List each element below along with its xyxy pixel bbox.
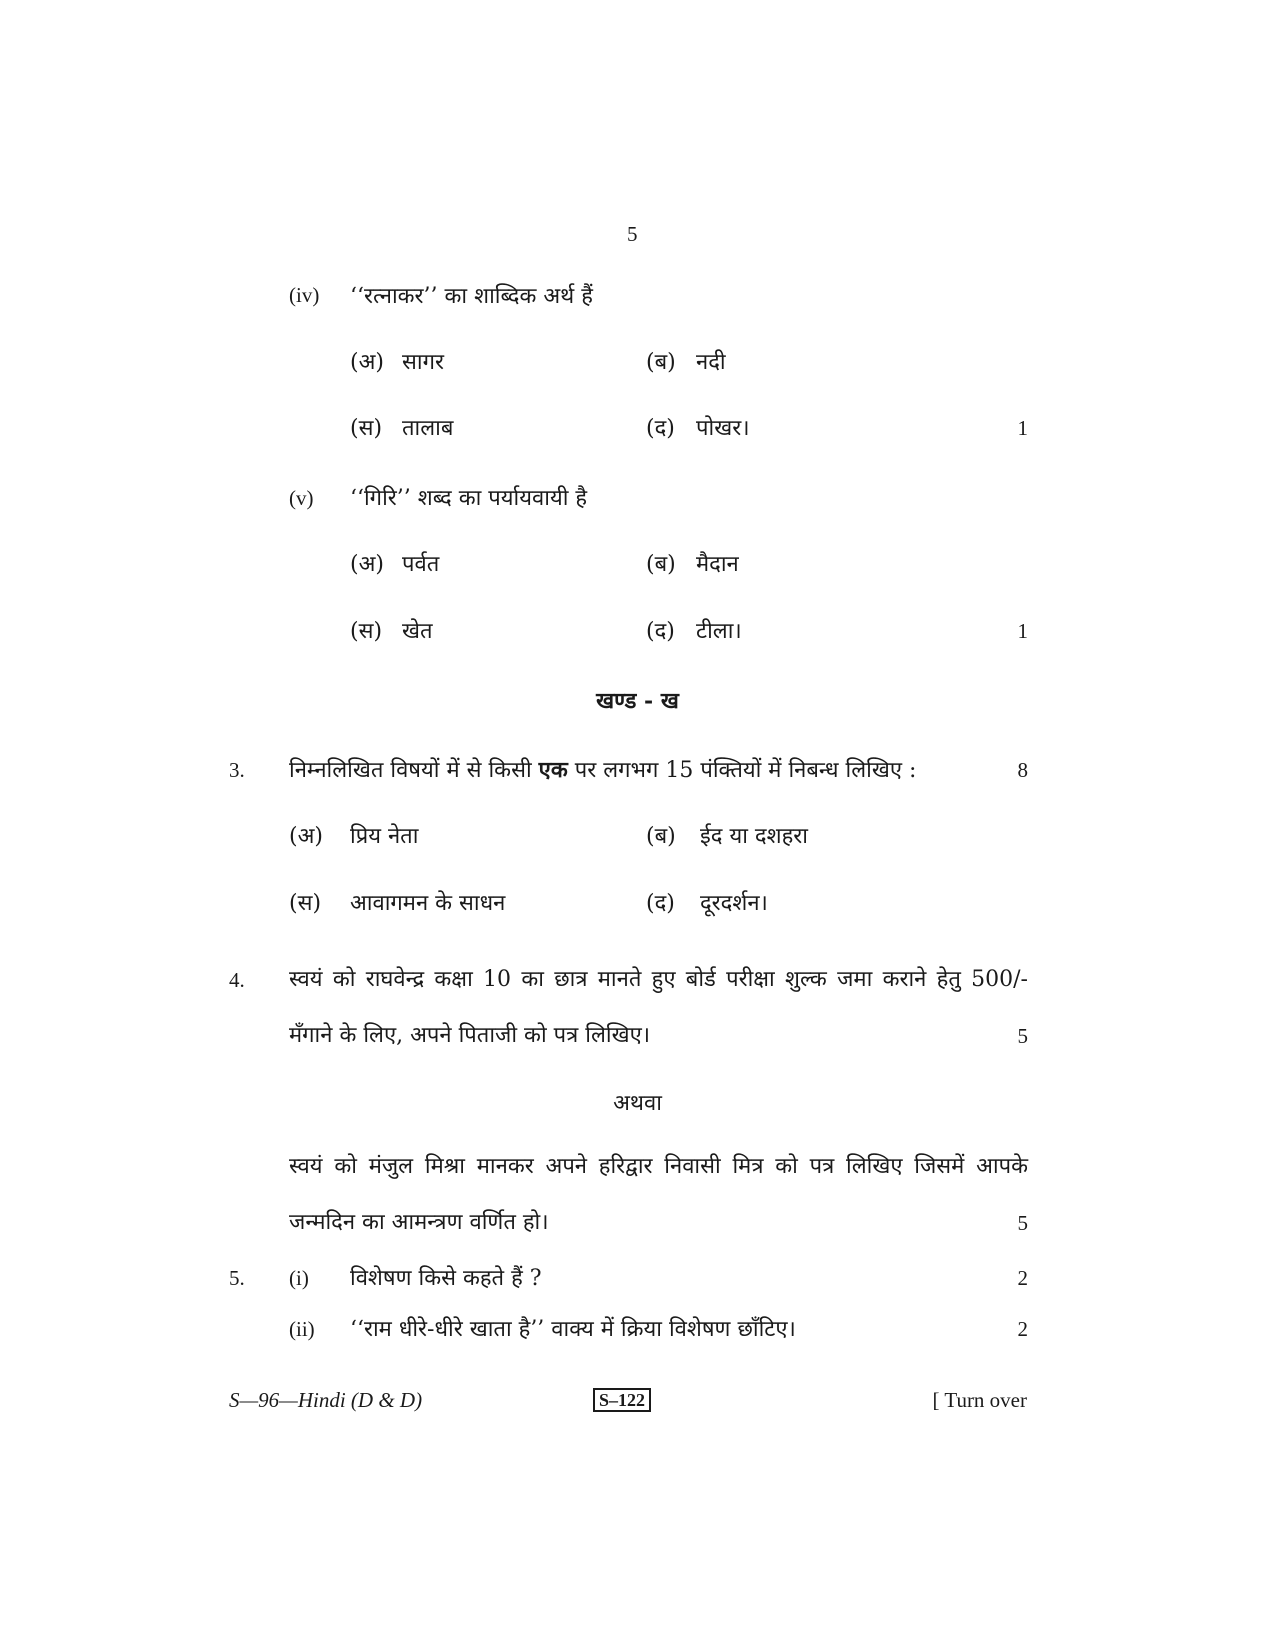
marks: 8: [1017, 758, 1028, 782]
option-label: (द): [646, 891, 675, 916]
subquestion-number: (iv): [289, 283, 320, 307]
option-text: नदी: [696, 350, 726, 375]
option-label: (स): [350, 416, 383, 441]
subquestion-text: ‘‘रत्नाकर’’ का शाब्दिक अर्थ हैं: [350, 284, 593, 309]
marks: 5: [1017, 1024, 1028, 1048]
option-text: आवागमन के साधन: [350, 891, 506, 916]
marks: 2: [1017, 1266, 1028, 1290]
paper-code: S—96—Hindi (D & D): [229, 1388, 423, 1412]
option-text: ईद या दशहरा: [700, 824, 808, 849]
subquestion-number: (i): [289, 1266, 309, 1290]
marks: 1: [1017, 619, 1028, 643]
option-text: प्रिय नेता: [350, 824, 419, 849]
option-text: खेत: [402, 619, 433, 644]
marks: 1: [1017, 416, 1028, 440]
turn-over: [ Turn over: [932, 1388, 1027, 1412]
option-text: तालाब: [402, 416, 454, 441]
question-text-line: जन्मदिन का आमन्त्रण वर्णित हो।: [289, 1210, 549, 1235]
option-label: (स): [350, 619, 383, 644]
question-number: 5.: [229, 1266, 245, 1290]
emphasis: एक: [538, 757, 568, 783]
series-code-box: S–122: [593, 1388, 651, 1412]
or-label: अथवा: [613, 1091, 662, 1116]
option-text: टीला।: [696, 619, 742, 644]
option-label: (द): [646, 416, 675, 441]
question-number: 4.: [229, 968, 245, 992]
option-label: (अ): [289, 824, 323, 849]
subquestion-text: ‘‘गिरि’’ शब्द का पर्यायवायी है: [350, 486, 588, 511]
marks: 5: [1017, 1211, 1028, 1235]
option-label: (अ): [350, 552, 384, 577]
subquestion-text: विशेषण किसे कहते हैं ?: [350, 1266, 542, 1291]
option-text: दूरदर्शन।: [700, 891, 768, 916]
option-label: (स): [289, 891, 322, 916]
section-heading: खण्ड - ख: [596, 688, 679, 714]
question-text-line: स्वयं को राघवेन्द्र कक्षा 10 का छात्र मानते हुए बोर्ड परीक्षा शुल्क जमा कराने हेतु 500/-: [289, 967, 1028, 992]
question-text-line: स्वयं को मंजुल मिश्रा मानकर अपने हरिद्वार निवासी मित्र को पत्र लिखिए जिसमें आपके: [289, 1154, 1028, 1179]
question-number: 3.: [229, 758, 245, 782]
option-label: (ब): [646, 552, 676, 577]
option-label: (द): [646, 619, 675, 644]
marks: 2: [1017, 1317, 1028, 1341]
option-label: (ब): [646, 824, 676, 849]
page-number: 5: [627, 222, 638, 246]
subquestion-text: ‘‘राम धीरे-धीरे खाता है’’ वाक्य में क्रिया विशेषण छाँटिए।: [350, 1317, 796, 1342]
option-label: (ब): [646, 350, 676, 375]
option-label: (अ): [350, 350, 384, 375]
option-text: सागर: [402, 350, 444, 375]
option-text: मैदान: [696, 552, 739, 577]
subquestion-number: (v): [289, 486, 314, 510]
question-text: निम्नलिखित विषयों में से किसी एक पर लगभग 15 पंक्तियों में निबन्ध लिखिए :: [289, 757, 917, 783]
option-text: पोखर।: [696, 416, 750, 441]
option-text: पर्वत: [402, 552, 440, 577]
subquestion-number: (ii): [289, 1317, 315, 1341]
question-text-line: मँगाने के लिए, अपने पिताजी को पत्र लिखिए।: [289, 1023, 651, 1048]
